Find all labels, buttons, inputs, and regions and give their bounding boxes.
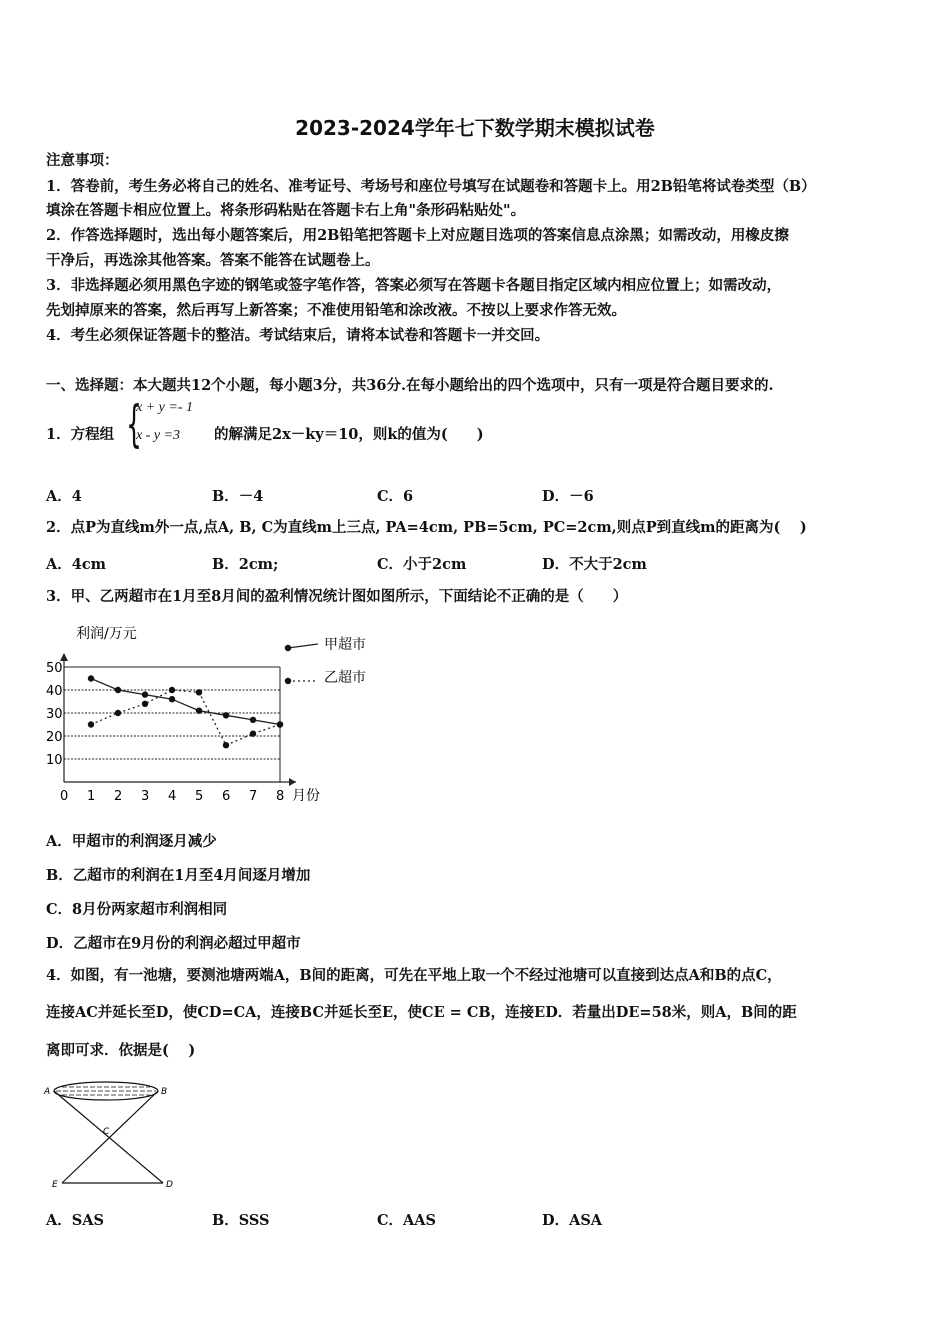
x-axis-arrow (289, 778, 296, 786)
data-point (250, 731, 256, 737)
x-tick-label: 4 (168, 789, 177, 804)
q2-option-b: B．2cm; (212, 556, 279, 573)
x-tick-label: 6 (222, 789, 231, 804)
point-d-label: D (166, 1180, 173, 1190)
legend-marker (285, 678, 291, 684)
chart-legend (285, 636, 366, 686)
y-tick-label: 30 (46, 707, 63, 722)
notice-line: 1．答卷前，考生务必将自己的姓名、准考证号、考场号和座位号填写在试题卷和答题卡上。用2B铅笔将试卷类型（B） (46, 178, 816, 195)
notice-line: 先划掉原来的答案，然后再写上新答案；不准使用铅笔和涂改液。不按以上要求作答无效。 (46, 302, 626, 319)
data-point (250, 717, 256, 723)
point-e-label: E (52, 1180, 58, 1190)
notice-heading: 注意事项： (46, 152, 119, 169)
segment-be (62, 1091, 158, 1183)
chart-grid (64, 667, 280, 782)
legend-marker (285, 645, 291, 651)
x-tick-label: 5 (195, 789, 204, 804)
x-tick-label: 2 (114, 789, 123, 804)
page-title: 2023-2024学年七下数学期末模拟试卷 (295, 116, 655, 140)
segment-ad (54, 1091, 163, 1183)
x-axis-label: 月份 (292, 788, 320, 804)
legend-label: 甲超市 (324, 637, 366, 653)
q4-stem-line2: 连接AC并延长至D，使CD=CA，连接BC并延长至E，使CE = CB，连接ED．若量出DE=58米，则A，B间的距 (46, 1004, 797, 1021)
q1-eq1: x + y =- 1 (136, 400, 193, 415)
data-point (196, 689, 202, 695)
q4-stem-line3: 离即可求．依据是( ) (46, 1042, 196, 1059)
q4-option-d: D．ASA (542, 1212, 603, 1229)
q2-stem: 2．点P为直线m外一点,点A, B, C为直线m上三点, PA=4cm, PB=5cm, PC=2cm,则点P到直线m的距离为( ) (46, 519, 807, 536)
x-tick-label: 0 (60, 789, 69, 804)
data-point (223, 712, 229, 718)
y-axis-arrow (60, 653, 68, 661)
brace-icon: { (126, 395, 142, 453)
y-axis-label: 利润/万元 (76, 626, 137, 642)
data-point (88, 721, 94, 727)
chart-axes (46, 653, 296, 804)
q1-prefix: 1．方程组 (46, 426, 115, 443)
q3-stem: 3．甲、乙两超市在1月至8月间的盈利情况统计图如图所示，下面结论不正确的是（ ） (46, 588, 628, 605)
data-point (142, 701, 148, 707)
q1-option-d: D．－6 (542, 488, 594, 505)
q4-stem-line1: 4．如图，有一池塘，要测池塘两端A，B间的距离，可先在平地上取一个不经过池塘可以直接到达点A和B的点C， (46, 967, 782, 984)
q3-option-a: A．甲超市的利润逐月减少 (46, 833, 217, 850)
y-tick-label: 50 (46, 661, 63, 676)
q2-option-c: C．小于2cm (377, 556, 467, 573)
q2-option-d: D．不大于2cm (542, 556, 647, 573)
notice-line: 4．考生必须保证答题卡的整洁。考试结束后，请将本试卷和答题卡一并交回。 (46, 327, 550, 344)
x-tick-label: 1 (87, 789, 96, 804)
q3-option-c: C．8月份两家超市利润相同 (46, 901, 228, 918)
q1-suffix: 的解满足2x－ky＝10，则k的值为( ) (214, 426, 484, 443)
data-point (115, 687, 121, 693)
notice-line: 填涂在答题卡相应位置上。将条形码粘贴在答题卡右上角"条形码粘贴处"。 (46, 202, 526, 219)
q4-option-c: C．AAS (377, 1212, 437, 1229)
x-tick-label: 8 (276, 789, 285, 804)
q3-option-d: D．乙超市在9月份的利润必超过甲超市 (46, 935, 301, 952)
data-point (115, 710, 121, 716)
q1-option-a: A．4 (46, 488, 82, 505)
q4-option-a: A．SAS (46, 1212, 104, 1229)
data-point (223, 742, 229, 748)
y-tick-label: 10 (46, 753, 63, 768)
q3-option-b: B．乙超市的利润在1月至4月间逐月增加 (46, 867, 311, 884)
data-point (277, 721, 283, 727)
y-tick-label: 40 (46, 684, 63, 699)
point-a-label: A (44, 1087, 51, 1097)
data-point (196, 708, 202, 714)
q4-option-b: B．SSS (212, 1212, 270, 1229)
notice-line: 2．作答选择题时，选出每小题答案后，用2B铅笔把答题卡上对应题目选项的答案信息点涂黑；如需改动，用橡皮擦 (46, 227, 789, 244)
legend-line (288, 644, 318, 648)
section-heading: 一、选择题：本大题共12个小题，每小题3分，共36分.在每小题给出的四个选项中，只有一项是符合题目要求的. (46, 377, 774, 394)
q2-option-a: A．4cm (46, 556, 107, 573)
notice-line: 3．非选择题必须用黑色字迹的钢笔或签字笔作答，答案必须写在答题卡各题目指定区域内相应位置上；如需改动， (46, 277, 782, 294)
q1-equation-system (126, 395, 216, 454)
y-tick-label: 20 (46, 730, 63, 745)
notice-line: 干净后，再选涂其他答案。答案不能答在试题卷上。 (46, 252, 380, 269)
q1-option-b: B．－4 (212, 488, 264, 505)
data-point (169, 687, 175, 693)
data-point (142, 691, 148, 697)
x-tick-label: 3 (141, 789, 150, 804)
profit-line-chart (40, 620, 400, 810)
pond-geometry-figure (40, 1076, 180, 1192)
x-tick-label: 7 (249, 789, 258, 804)
chart-series (88, 675, 283, 748)
data-point (169, 696, 175, 702)
point-b-label: B (161, 1087, 168, 1097)
point-c-label: C (103, 1127, 110, 1137)
data-point (88, 675, 94, 681)
legend-label: 乙超市 (324, 670, 366, 686)
q1-option-c: C．6 (377, 488, 414, 505)
q1-eq2: x - y =3 (136, 428, 181, 443)
